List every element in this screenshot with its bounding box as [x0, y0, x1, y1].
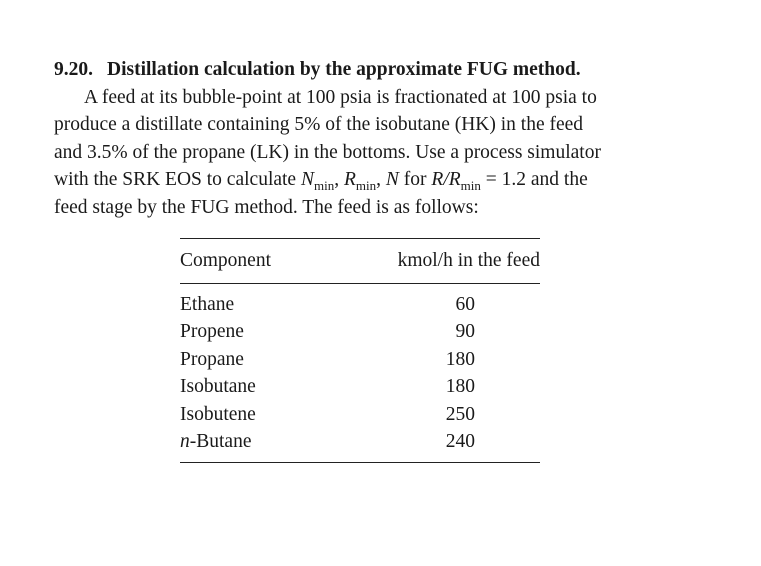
table-row: [180, 374, 540, 402]
feed-flow: 240: [445, 431, 475, 453]
component-name: Propene: [180, 321, 244, 343]
var-N: N: [300, 169, 314, 190]
feed-flow: 90: [455, 321, 475, 343]
feed-flow: 180: [445, 348, 475, 370]
var-R-ratio-num: R: [431, 169, 444, 190]
table-row: [180, 429, 540, 457]
component-name: Isobutane: [180, 376, 256, 398]
feed-flow: 250: [445, 403, 475, 425]
problem-statement: [54, 56, 674, 221]
line4-mid: for: [398, 169, 432, 190]
feed-table: [180, 238, 540, 463]
feed-flow: 60: [455, 293, 475, 315]
body-line-4: [54, 166, 674, 194]
sub-min-3: min: [460, 178, 481, 193]
problem-body: [54, 84, 674, 222]
table-header: [180, 239, 540, 283]
line4-prefix: with the SRK EOS to calculate: [54, 169, 301, 190]
header-component: Component: [180, 250, 271, 271]
table-row: [180, 401, 540, 429]
body-line-3: and 3.5% of the propane (LK) in the bottoms. Use a process simulator: [54, 141, 601, 163]
table-row: [180, 291, 540, 319]
component-name: n-Butane: [180, 431, 252, 453]
table-row: [180, 346, 540, 374]
component-name: Propane: [180, 348, 244, 370]
body-line-1: A feed at its bubble-point at 100 psia is fractionated at 100 psia to: [84, 86, 597, 108]
table-body: [180, 284, 540, 462]
comma-2: ,: [376, 169, 386, 190]
comma-1: ,: [334, 169, 344, 190]
ratio-slash: /: [443, 169, 449, 190]
problem-title: Distillation calculation by the approximate FUG method.: [107, 59, 581, 80]
component-name: Isobutene: [180, 403, 256, 425]
header-flow: kmol/h in the feed: [397, 250, 540, 271]
table-bottom-rule: [180, 462, 540, 463]
problem-heading: [54, 56, 674, 84]
line4-suffix: = 1.2 and the: [480, 169, 588, 190]
body-line-5: feed stage by the FUG method. The feed is as follows:: [54, 196, 479, 218]
problem-number: 9.20.: [54, 59, 93, 80]
var-R: R: [343, 169, 356, 190]
feed-flow: 180: [445, 376, 475, 398]
body-line-2: produce a distillate containing 5% of the isobutane (HK) in the feed: [54, 114, 584, 135]
sub-min-1: min: [313, 178, 335, 193]
var-N-2: N: [385, 169, 399, 190]
component-name: Ethane: [180, 293, 235, 315]
table-row: [180, 319, 540, 347]
var-R-ratio-den: R: [448, 169, 461, 190]
sub-min-2: min: [355, 178, 377, 193]
